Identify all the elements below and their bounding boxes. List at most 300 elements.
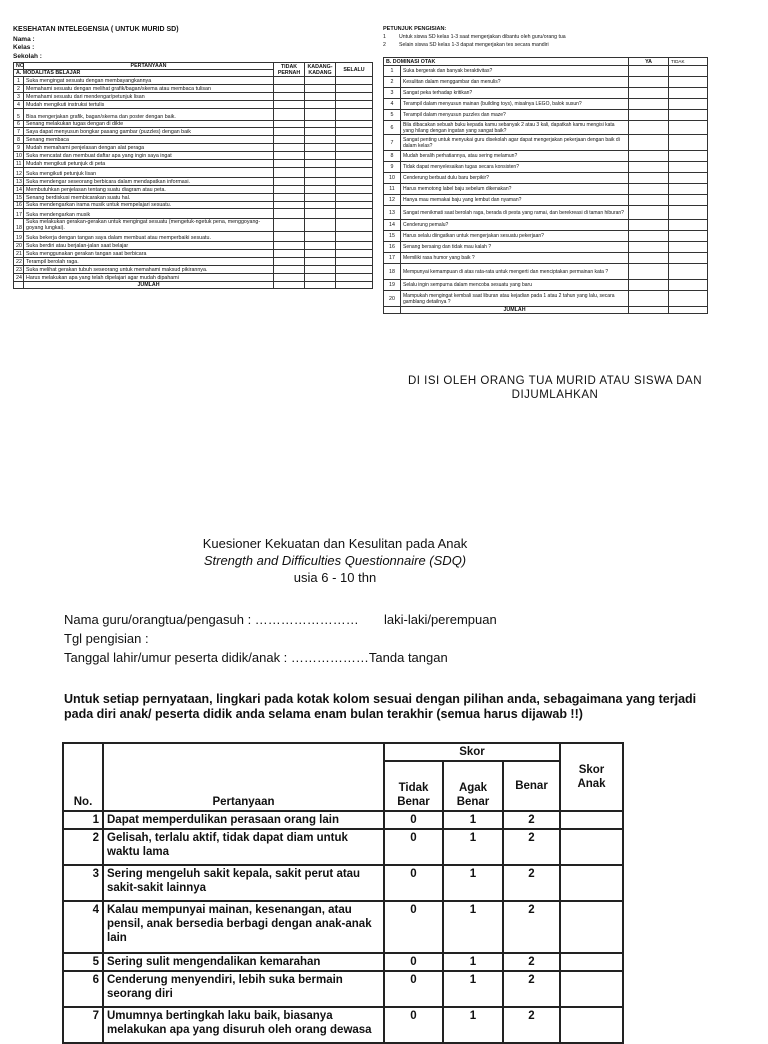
answer-never-cell[interactable]	[274, 77, 305, 85]
table-row	[14, 201, 373, 209]
table-row	[14, 219, 373, 232]
table-row	[384, 195, 708, 206]
answer-never-cell[interactable]	[274, 185, 305, 193]
answer-sometimes-cell[interactable]	[305, 266, 336, 274]
table-row	[384, 253, 708, 264]
answer-sometimes-cell[interactable]	[305, 219, 336, 232]
field-name: Nama :	[13, 35, 35, 43]
answer-yes-cell[interactable]	[629, 66, 669, 77]
answer-no-cell[interactable]	[669, 88, 708, 99]
answer-yes-cell[interactable]	[629, 220, 669, 231]
row-number: 2	[384, 77, 401, 88]
sdq-header-score: Skor	[384, 743, 560, 761]
answer-never-cell[interactable]	[274, 167, 305, 177]
signature-field: Tanda tangan	[368, 650, 448, 665]
child-score-cell[interactable]	[560, 1007, 623, 1043]
row-question: Terampil dalam menyusun puzzles dan maze?	[401, 110, 629, 121]
answer-no-cell[interactable]	[669, 231, 708, 242]
answer-yes-cell[interactable]	[629, 135, 669, 151]
table-row	[14, 167, 373, 177]
table-row	[14, 128, 373, 136]
sdq-title	[120, 535, 550, 586]
sdq-row-number: 2	[63, 829, 103, 865]
child-score-cell[interactable]	[560, 901, 623, 953]
row-number: 19	[384, 280, 401, 291]
row-question: Bila dibacakan sebuah buku kepada kamu sebanyak 2 atau 3 kali, dapatkah kamu mengisi kata yang hilang dengan ingatan yang sangat baik?	[401, 121, 629, 135]
answer-no-cell[interactable]	[669, 264, 708, 280]
section-b: B. DOMINASI OTAK	[384, 58, 629, 66]
sdq-title-id: Kuesioner Kekuatan dan Kesulitan pada Anak	[202, 536, 468, 551]
answer-no-cell[interactable]	[669, 99, 708, 110]
row-number: 16	[14, 201, 24, 209]
answer-always-cell[interactable]	[336, 177, 373, 185]
sdq-row-number: 1	[63, 811, 103, 829]
answer-never-cell[interactable]	[274, 219, 305, 232]
sdq-row	[63, 865, 623, 901]
answer-always-cell[interactable]	[336, 242, 373, 250]
row-question: Terampil dalam menyusun mainan (building toys), misalnya LEGO, balok susun?	[401, 99, 629, 110]
answer-yes-cell[interactable]	[629, 77, 669, 88]
row-number: 1	[14, 77, 24, 85]
field-school: Sekolah :	[13, 52, 42, 60]
score-not-true[interactable]: 0	[384, 811, 443, 829]
table-row	[14, 84, 373, 92]
instruction-item: 2 Selain siswa SD kelas 1-3 dapat mengerjakan tes secara mandiri	[383, 42, 549, 48]
row-number: 12	[384, 195, 401, 206]
answer-never-cell[interactable]	[274, 136, 305, 144]
table-row	[14, 266, 373, 274]
instruction-item: 1 Untuk siswa SD kelas 1-3 saat mengerjakan dibantu oleh guru/orang tua	[383, 34, 566, 40]
answer-always-cell[interactable]	[336, 219, 373, 232]
sdq-row-question: Gelisah, terlalu aktif, tidak dapat diam untuk waktu lama	[103, 829, 384, 865]
answer-never-cell[interactable]	[274, 100, 305, 108]
row-question: Mudah mengikuti petunjuk di peta	[24, 160, 274, 168]
answer-yes-cell[interactable]	[629, 280, 669, 291]
row-number: 24	[14, 274, 24, 282]
row-question: Cenderung pemalu?	[401, 220, 629, 231]
row-question: Sangat peka terhadap kritikan?	[401, 88, 629, 99]
table-row	[384, 173, 708, 184]
table-row	[384, 242, 708, 253]
answer-no-cell[interactable]	[669, 135, 708, 151]
score-somewhat[interactable]: 1	[443, 811, 503, 829]
sdq-row	[63, 901, 623, 953]
answer-sometimes-cell[interactable]	[305, 108, 336, 120]
answer-always-cell[interactable]	[336, 120, 373, 128]
sdq-header-no: No.	[63, 743, 103, 811]
answer-never-cell[interactable]	[274, 274, 305, 282]
row-question: Tidak dapat menyelesaikan tugas secara konsisten?	[401, 162, 629, 173]
answer-never-cell[interactable]	[274, 92, 305, 100]
answer-never-cell[interactable]	[274, 232, 305, 242]
answer-always-cell[interactable]	[336, 77, 373, 85]
row-number: 5	[14, 108, 24, 120]
score-not-true[interactable]: 0	[384, 901, 443, 953]
score-true[interactable]: 2	[503, 865, 560, 901]
total-label: JUMLAH	[401, 307, 629, 314]
row-question: Mudah memahami penjelasan dengan alat peraga	[24, 144, 274, 152]
table-row	[384, 220, 708, 231]
answer-yes-cell[interactable]	[629, 121, 669, 135]
answer-no-cell[interactable]	[669, 291, 708, 307]
table-row	[384, 162, 708, 173]
gender-field: laki-laki/perempuan	[384, 612, 497, 627]
answer-sometimes-cell[interactable]	[305, 120, 336, 128]
answer-no-cell[interactable]	[669, 242, 708, 253]
table-row	[14, 144, 373, 152]
answer-always-cell[interactable]	[336, 144, 373, 152]
score-somewhat[interactable]: 1	[443, 1007, 503, 1043]
header-yes: YA	[629, 58, 669, 66]
answer-never-cell[interactable]	[274, 160, 305, 168]
table-row	[384, 184, 708, 195]
answer-no-cell[interactable]	[669, 162, 708, 173]
answer-never-cell[interactable]	[274, 177, 305, 185]
table-row	[384, 77, 708, 88]
table-row	[384, 151, 708, 162]
row-question: Suka mengikuti petunjuk lisan	[24, 167, 274, 177]
table-row	[384, 99, 708, 110]
table-row	[14, 177, 373, 185]
row-number: 18	[14, 219, 24, 232]
score-somewhat[interactable]: 1	[443, 865, 503, 901]
fill-note: DI ISI OLEH ORANG TUA MURID ATAU SISWA DAN DIJUMLAHKAN	[407, 375, 703, 401]
row-question: Bisa mengerjakan grafik, bagan/skema dan poster dengan baik.	[24, 108, 274, 120]
sdq-row-number: 4	[63, 901, 103, 953]
answer-yes-cell[interactable]	[629, 151, 669, 162]
table-row	[14, 185, 373, 193]
answer-yes-cell[interactable]	[629, 173, 669, 184]
row-number: 9	[14, 144, 24, 152]
row-question: Suka mencatat dan membuat daftar apa yang ingin saya ingat	[24, 152, 274, 160]
total-row	[14, 281, 373, 288]
answer-yes-cell[interactable]	[629, 110, 669, 121]
answer-always-cell[interactable]	[336, 167, 373, 177]
answer-always-cell[interactable]	[336, 201, 373, 209]
answer-yes-cell[interactable]	[629, 195, 669, 206]
table-row	[14, 120, 373, 128]
answer-sometimes-cell[interactable]	[305, 250, 336, 258]
table-row	[384, 231, 708, 242]
answer-no-cell[interactable]	[669, 220, 708, 231]
child-score-cell[interactable]	[560, 953, 623, 971]
answer-no-cell[interactable]	[669, 184, 708, 195]
row-question: Cenderung berbuat dulu baru berpikir?	[401, 173, 629, 184]
sdq-header-somewhat: Agak Benar	[443, 761, 503, 811]
answer-never-cell[interactable]	[274, 152, 305, 160]
answer-sometimes-cell[interactable]	[305, 144, 336, 152]
row-question: Memahami sesuatu dengan melihat grafik/bagan/skema atau membaca tulisan	[24, 84, 274, 92]
row-number: 20	[384, 291, 401, 307]
row-number: 17	[14, 209, 24, 219]
child-score-cell[interactable]	[560, 811, 623, 829]
row-question: Mudah mengikuti instruksi tertulis	[24, 100, 274, 108]
answer-sometimes-cell[interactable]	[305, 100, 336, 108]
row-question: Suka berdiri atau berjalan-jalan saat belajar	[24, 242, 274, 250]
row-number: 4	[14, 100, 24, 108]
brain-dominance-form	[383, 26, 707, 314]
row-number: 2	[14, 84, 24, 92]
answer-yes-cell[interactable]	[629, 162, 669, 173]
score-not-true[interactable]: 0	[384, 971, 443, 1007]
table-row	[14, 209, 373, 219]
row-number: 16	[384, 242, 401, 253]
row-number: 14	[384, 220, 401, 231]
row-question: Suka mendengar seseorang berbicara dalam mendapatkan informasi.	[24, 177, 274, 185]
row-question: Senang berdiskusi membicarakan suatu hal.	[24, 193, 274, 201]
answer-always-cell[interactable]	[336, 209, 373, 219]
answer-yes-cell[interactable]	[629, 231, 669, 242]
table-row	[14, 242, 373, 250]
answer-yes-cell[interactable]	[629, 88, 669, 99]
row-question: Suka bekerja dengan tangan saya dalam membuat atau memperbaiki sesuatu.	[24, 232, 274, 242]
answer-sometimes-cell[interactable]	[305, 136, 336, 144]
row-number: 11	[384, 184, 401, 195]
answer-always-cell[interactable]	[336, 274, 373, 282]
answer-no-cell[interactable]	[669, 121, 708, 135]
instructions-title: PETUNJUK PENGISIAN:	[383, 26, 447, 32]
row-question: Saya dapat menyusun bongkar pasang gambar (puzzles) dengan baik	[24, 128, 274, 136]
sdq-row-question: Umumnya bertingkah laku baik, biasanya melakukan apa yang disuruh oleh orang dewasa	[103, 1007, 384, 1043]
answer-never-cell[interactable]	[274, 250, 305, 258]
answer-yes-cell[interactable]	[629, 99, 669, 110]
table-row	[14, 193, 373, 201]
sdq-row	[63, 811, 623, 829]
table-row	[384, 110, 708, 121]
guardian-name-field: Nama guru/orangtua/pengasuh : ……………………	[64, 612, 359, 627]
row-number: 3	[384, 88, 401, 99]
answer-sometimes-cell[interactable]	[305, 84, 336, 92]
header-no: NO	[14, 63, 24, 70]
answer-always-cell[interactable]	[336, 92, 373, 100]
answer-never-cell[interactable]	[274, 266, 305, 274]
answer-yes-cell[interactable]	[629, 206, 669, 220]
answer-sometimes-cell[interactable]	[305, 193, 336, 201]
row-number: 17	[384, 253, 401, 264]
answer-no-cell[interactable]	[669, 110, 708, 121]
row-question: Senang bersaing dan tidak mau kalah ?	[401, 242, 629, 253]
table-row	[14, 108, 373, 120]
row-number: 7	[384, 135, 401, 151]
answer-no-cell[interactable]	[669, 77, 708, 88]
answer-always-cell[interactable]	[336, 84, 373, 92]
score-somewhat[interactable]: 1	[443, 901, 503, 953]
row-number: 4	[384, 99, 401, 110]
answer-no-cell[interactable]	[669, 66, 708, 77]
score-somewhat[interactable]: 1	[443, 829, 503, 865]
table-row	[384, 291, 708, 307]
score-true[interactable]: 2	[503, 971, 560, 1007]
answer-sometimes-cell[interactable]	[305, 258, 336, 266]
score-somewhat[interactable]: 1	[443, 953, 503, 971]
sdq-row	[63, 829, 623, 865]
answer-never-cell[interactable]	[274, 128, 305, 136]
row-number: 21	[14, 250, 24, 258]
answer-sometimes-cell[interactable]	[305, 160, 336, 168]
score-true[interactable]: 2	[503, 811, 560, 829]
birth-date-field: Tanggal lahir/umur peserta didik/anak : ………………	[64, 650, 369, 665]
answer-yes-cell[interactable]	[629, 264, 669, 280]
answer-sometimes-cell[interactable]	[305, 167, 336, 177]
table-row	[14, 136, 373, 144]
row-number: 19	[14, 232, 24, 242]
row-question: Suka bergerak dan banyak beraktivitas?	[401, 66, 629, 77]
answer-never-cell[interactable]	[274, 258, 305, 266]
score-true[interactable]: 2	[503, 953, 560, 971]
row-question: Sangat menikmati saat berolah raga, berada di pesta yang ramai, dan berekreasi di taman hiburan?	[401, 206, 629, 220]
answer-sometimes-cell[interactable]	[305, 92, 336, 100]
answer-sometimes-cell[interactable]	[305, 242, 336, 250]
answer-yes-cell[interactable]	[629, 253, 669, 264]
row-number: 20	[14, 242, 24, 250]
sdq-row-number: 6	[63, 971, 103, 1007]
answer-sometimes-cell[interactable]	[305, 232, 336, 242]
row-question: Mudah beralih perhatiannya, atau sering melamun?	[401, 151, 629, 162]
sdq-row-question: Sering mengeluh sakit kepala, sakit perut atau sakit-sakit lainnya	[103, 865, 384, 901]
answer-always-cell[interactable]	[336, 136, 373, 144]
answer-always-cell[interactable]	[336, 193, 373, 201]
score-true[interactable]: 2	[503, 901, 560, 953]
answer-always-cell[interactable]	[336, 100, 373, 108]
child-score-cell[interactable]	[560, 971, 623, 1007]
intelligence-form	[13, 26, 372, 289]
sdq-row-number: 3	[63, 865, 103, 901]
answer-always-cell[interactable]	[336, 250, 373, 258]
row-number: 14	[14, 185, 24, 193]
learning-modality-table	[13, 62, 373, 289]
answer-no-cell[interactable]	[669, 151, 708, 162]
answer-always-cell[interactable]	[336, 108, 373, 120]
table-row	[384, 280, 708, 291]
row-number: 23	[14, 266, 24, 274]
row-question: Senang membaca	[24, 136, 274, 144]
score-true[interactable]: 2	[503, 1007, 560, 1043]
child-score-cell[interactable]	[560, 829, 623, 865]
sdq-header-true: Benar	[503, 761, 560, 811]
answer-never-cell[interactable]	[274, 84, 305, 92]
answer-always-cell[interactable]	[336, 152, 373, 160]
answer-never-cell[interactable]	[274, 201, 305, 209]
sdq-row-number: 7	[63, 1007, 103, 1043]
answer-always-cell[interactable]	[336, 232, 373, 242]
table-row	[14, 160, 373, 168]
row-number: 13	[384, 206, 401, 220]
score-not-true[interactable]: 0	[384, 865, 443, 901]
total-label: JUMLAH	[24, 281, 274, 288]
row-number: 15	[384, 231, 401, 242]
sdq-instruction: Untuk setiap pernyataan, lingkari pada kotak kolom sesuai dengan pilihan anda, sebagaimana yang terjadi pada diri anak/ peserta didik anda selama enam bulan terakhir (semua harus dijawab !!)	[64, 692, 697, 721]
answer-sometimes-cell[interactable]	[305, 209, 336, 219]
answer-sometimes-cell[interactable]	[305, 128, 336, 136]
child-score-cell[interactable]	[560, 865, 623, 901]
score-not-true[interactable]: 0	[384, 1007, 443, 1043]
answer-no-cell[interactable]	[669, 280, 708, 291]
header-no-answer: TIDAK	[669, 58, 708, 66]
sdq-title-en: Strength and Difficulties Questionnaire (SDQ)	[203, 553, 467, 568]
answer-sometimes-cell[interactable]	[305, 201, 336, 209]
row-question: Mampukah mengingat kembali saat liburan atau kejadian pada 1 atau 2 tahun yang lalu, secara gamblang detailnya ?	[401, 291, 629, 307]
sdq-row-question: Dapat memperdulikan perasaan orang lain	[103, 811, 384, 829]
row-number: 15	[14, 193, 24, 201]
answer-always-cell[interactable]	[336, 258, 373, 266]
answer-sometimes-cell[interactable]	[305, 77, 336, 85]
score-not-true[interactable]: 0	[384, 953, 443, 971]
answer-sometimes-cell[interactable]	[305, 177, 336, 185]
row-question: Harus selalu diingatkan untuk mengerjakan sesuatu pekerjaan?	[401, 231, 629, 242]
score-true[interactable]: 2	[503, 829, 560, 865]
row-question: Memahami sesuatu dari mendengar/petunjuk lisan	[24, 92, 274, 100]
answer-never-cell[interactable]	[274, 144, 305, 152]
answer-sometimes-cell[interactable]	[305, 274, 336, 282]
sdq-row-question: Kalau mempunyai mainan, kesenangan, atau pensil, anak bersedia berbagi dengan anak-anak lain	[103, 901, 384, 953]
answer-never-cell[interactable]	[274, 209, 305, 219]
sdq-row-question: Cenderung menyendiri, lebih suka bermain seorang diri	[103, 971, 384, 1007]
table-row	[14, 152, 373, 160]
answer-always-cell[interactable]	[336, 185, 373, 193]
section-a: A. MODALITAS BELAJAR	[14, 70, 274, 77]
row-number: 18	[384, 264, 401, 280]
row-number: 1	[384, 66, 401, 77]
answer-yes-cell[interactable]	[629, 242, 669, 253]
row-question: Sangat penting untuk menyukai guru disekolah agar dapat mengerjakan pekerjaan dengan baik di dalam kelas?	[401, 135, 629, 151]
score-somewhat[interactable]: 1	[443, 971, 503, 1007]
table-row	[14, 92, 373, 100]
row-number: 3	[14, 92, 24, 100]
sdq-row	[63, 971, 623, 1007]
answer-always-cell[interactable]	[336, 128, 373, 136]
answer-never-cell[interactable]	[274, 108, 305, 120]
answer-never-cell[interactable]	[274, 242, 305, 250]
table-row	[384, 264, 708, 280]
answer-no-cell[interactable]	[669, 173, 708, 184]
answer-never-cell[interactable]	[274, 120, 305, 128]
score-not-true[interactable]: 0	[384, 829, 443, 865]
row-question: Selalu ingin sempurna dalam mencoba sesuatu yang baru	[401, 280, 629, 291]
answer-yes-cell[interactable]	[629, 184, 669, 195]
row-number: 8	[384, 151, 401, 162]
form-title: KESEHATAN INTELEGENSIA ( UNTUK MURID SD)	[13, 26, 179, 33]
answer-sometimes-cell[interactable]	[305, 152, 336, 160]
row-number: 6	[384, 121, 401, 135]
row-question: Kesulitan dalam menggambar dan menulis?	[401, 77, 629, 88]
row-question: Memiliki rasa humor yang baik ?	[401, 253, 629, 264]
answer-no-cell[interactable]	[669, 195, 708, 206]
answer-always-cell[interactable]	[336, 160, 373, 168]
answer-yes-cell[interactable]	[629, 291, 669, 307]
sdq-row	[63, 953, 623, 971]
table-row	[14, 232, 373, 242]
table-row	[384, 66, 708, 77]
row-question: Harus memotong label baju sebelum dikenakan?	[401, 184, 629, 195]
table-row	[384, 135, 708, 151]
brain-dominance-table	[383, 57, 708, 314]
answer-always-cell[interactable]	[336, 266, 373, 274]
sdq-row-question: Sering sulit mengendalikan kemarahan	[103, 953, 384, 971]
sdq-identity	[64, 610, 724, 667]
row-question: Suka menggunakan gerakan tangan saat berbicara	[24, 250, 274, 258]
row-question: Mempunyai kemampuan di atas rata-rata untuk mengerti dan menciptakan permainan kata ?	[401, 264, 629, 280]
header-sometimes: KADANG-KADANG	[305, 63, 336, 77]
table-row	[14, 250, 373, 258]
header-always: SELALU	[336, 63, 373, 77]
row-number: 22	[14, 258, 24, 266]
table-row	[384, 206, 708, 220]
answer-never-cell[interactable]	[274, 193, 305, 201]
answer-no-cell[interactable]	[669, 206, 708, 220]
row-question: Harus melakukan apa yang telah dipelajari agar mudah dipahami	[24, 274, 274, 282]
answer-no-cell[interactable]	[669, 253, 708, 264]
answer-sometimes-cell[interactable]	[305, 185, 336, 193]
